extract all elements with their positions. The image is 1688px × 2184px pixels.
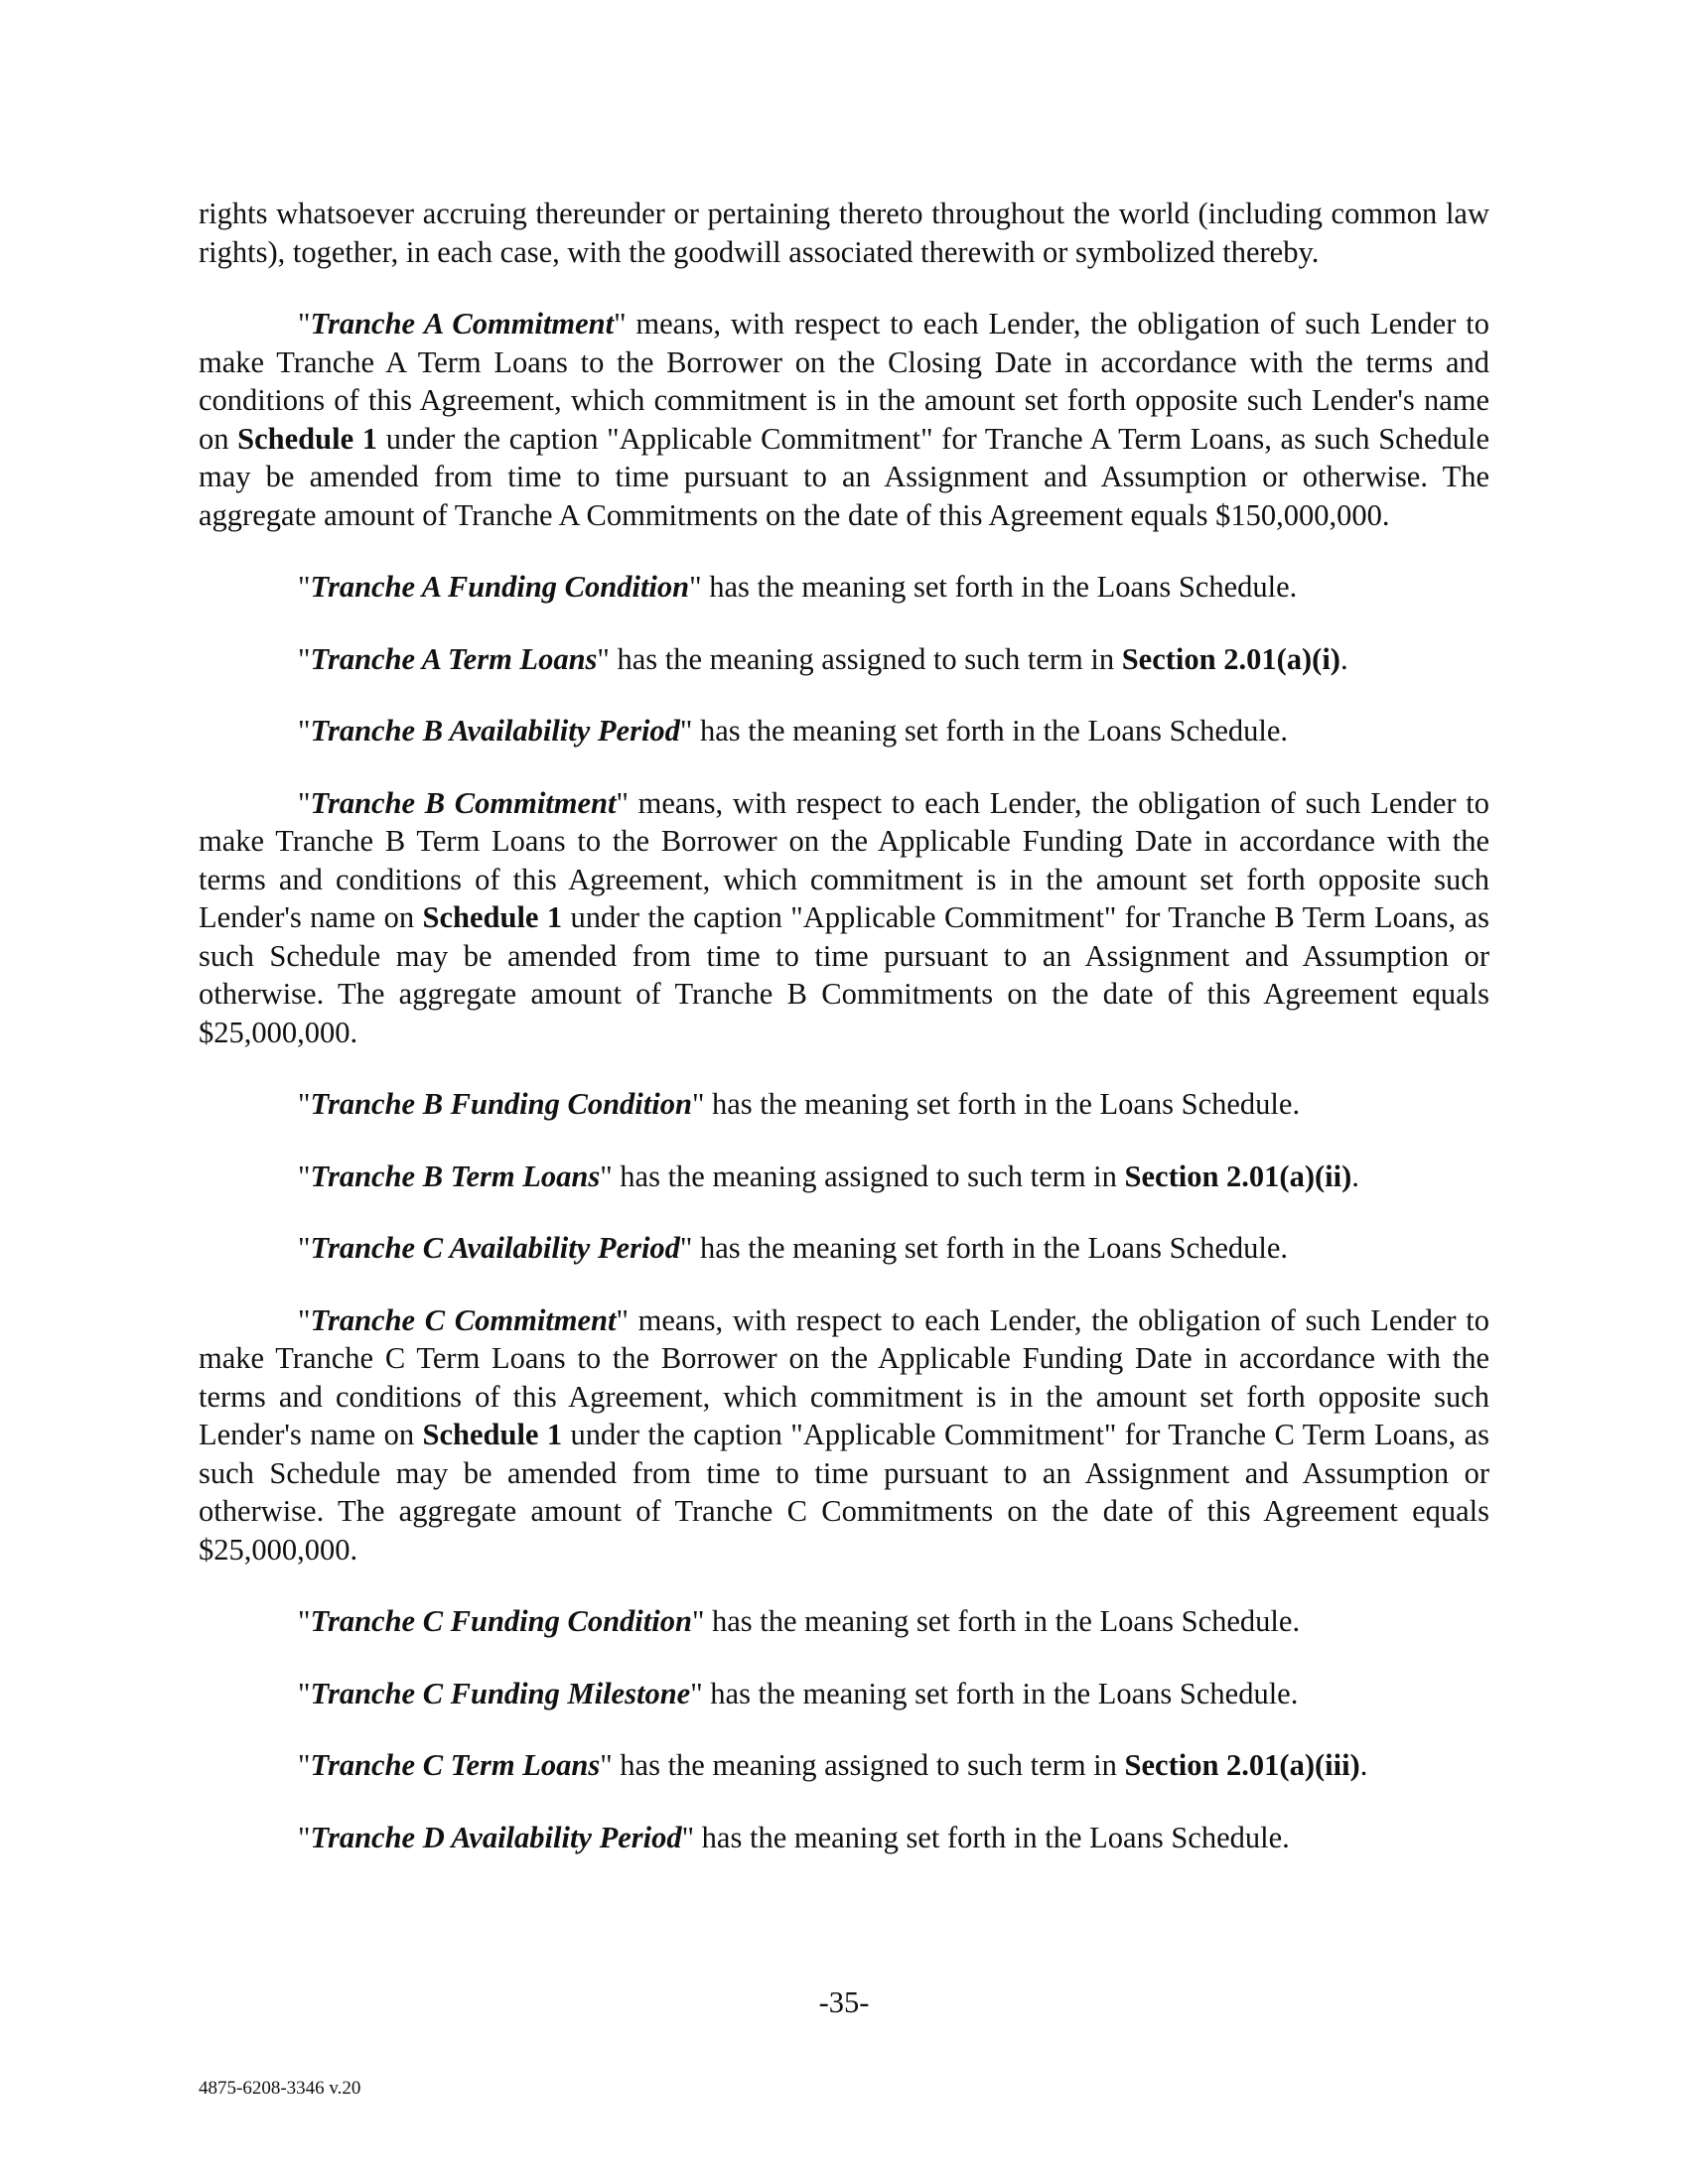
definition-paragraph (199, 1602, 1489, 1641)
defined-term: Tranche D Availability Period (310, 1820, 682, 1854)
paragraph-text: " (298, 1676, 311, 1710)
document-id: 4875-6208-3346 v.20 (199, 2078, 361, 2099)
definition-paragraph (199, 568, 1489, 607)
defined-term: Tranche A Term Loans (310, 641, 598, 676)
paragraph-text: " (298, 1748, 311, 1782)
defined-term: Tranche B Term Loans (310, 1159, 601, 1193)
paragraph-text: " has the meaning assigned to such term in (600, 1748, 1125, 1782)
paragraph-text: " has the meaning set forth in the Loans Schedule. (691, 1604, 1301, 1638)
paragraph-text: " (298, 1302, 311, 1337)
defined-term: Tranche C Funding Condition (310, 1604, 692, 1638)
definition-paragraph (199, 1675, 1489, 1713)
defined-term: Tranche A Funding Condition (310, 570, 690, 604)
defined-term: Tranche B Commitment (310, 785, 617, 820)
paragraph-text: . (1351, 1159, 1359, 1193)
defined-term: Tranche C Funding Milestone (310, 1676, 691, 1710)
cross-reference: Section 2.01(a)(i) (1121, 641, 1340, 676)
definition-paragraph (199, 712, 1489, 751)
definition-paragraph (199, 305, 1489, 534)
defined-term: Tranche C Term Loans (310, 1748, 601, 1782)
paragraph-text: under the caption "Applicable Commitment" for Tranche B Term Loans, as such Schedule may be amended from time to time pursuant to an Assignment and Assumption or otherwise. The aggregate amount of Tranche B Commitments on the date of this Agreement equals $25,000,000. (199, 900, 1489, 1049)
definition-paragraph (199, 1158, 1489, 1196)
definition-paragraph (199, 640, 1489, 679)
paragraph-text: " has the meaning set forth in the Loans Schedule. (681, 1820, 1290, 1854)
paragraph-text: " has the meaning set forth in the Loans Schedule. (689, 570, 1298, 604)
paragraph-text: under the caption "Applicable Commitment" for Tranche C Term Loans, as such Schedule may be amended from time to time pursuant to an Assignment and Assumption or otherwise. The aggregate amount of Tranche C Commitments on the date of this Agreement equals $25,000,000. (199, 1418, 1489, 1567)
definition-paragraph (199, 1301, 1489, 1570)
paragraph-text: . (1359, 1748, 1368, 1782)
paragraph-text: " (298, 570, 311, 604)
paragraph-text: " (298, 1159, 311, 1193)
definition-paragraph (199, 784, 1489, 1052)
paragraph-text: " means, with respect to each Lender, the obligation of such Lender to make Tranche A Term Loans to the Borrower on the Closing Date in accordance with the terms and conditions of this Agreement, which commitment is in the amount set forth opposite such Lender's name on (199, 307, 1489, 456)
paragraph-text: " means, with respect to each Lender, the obligation of such Lender to make Tranche C Term Loans to the Borrower on the Applicable Funding Date in accordance with the terms and conditions of this Agreement, which commitment is in the amount set forth opposite such Lender's name on (199, 1302, 1489, 1451)
document-body (199, 195, 1489, 1890)
defined-term: Tranche C Availability Period (310, 1231, 680, 1265)
page-number: -35- (818, 1985, 870, 2019)
paragraph-text: " (298, 641, 311, 676)
cross-reference: Schedule 1 (422, 900, 563, 934)
paragraph-text: " has the meaning set forth in the Loans Schedule. (690, 1676, 1299, 1710)
paragraph-text: " has the meaning assigned to such term in (597, 641, 1122, 676)
paragraph-text: " (298, 714, 311, 748)
continued-paragraph (199, 195, 1489, 271)
paragraph-text: rights whatsoever accruing thereunder or pertaining thereto throughout the world (including common law rights), together, in each case, with the goodwill associated therewith or symbolized thereby. (199, 197, 1489, 269)
defined-term: Tranche A Commitment (310, 307, 615, 341)
paragraph-text: " (298, 1231, 311, 1265)
definition-paragraph (199, 1746, 1489, 1785)
definition-paragraph (199, 1085, 1489, 1124)
paragraph-text: under the caption "Applicable Commitment" for Tranche A Term Loans, as such Schedule may be amended from time to time pursuant to an Assignment and Assumption or otherwise. The aggregate amount of Tranche A Commitments on the date of this Agreement equals $150,000,000. (199, 421, 1490, 532)
cross-reference: Schedule 1 (422, 1418, 563, 1451)
definition-paragraph (199, 1819, 1489, 1857)
paragraph-text: " has the meaning assigned to such term in (600, 1159, 1125, 1193)
paragraph-text: " (298, 307, 311, 341)
cross-reference: Section 2.01(a)(ii) (1124, 1159, 1352, 1193)
paragraph-text: " has the meaning set forth in the Loans Schedule. (691, 1087, 1301, 1121)
paragraph-text: " means, with respect to each Lender, the obligation of such Lender to make Tranche B Term Loans to the Borrower on the Applicable Funding Date in accordance with the terms and conditions of this Agreement, which commitment is in the amount set forth opposite such Lender's name on (199, 785, 1489, 934)
definition-paragraph (199, 1229, 1489, 1268)
paragraph-text: " (298, 1604, 311, 1638)
defined-term: Tranche B Availability Period (310, 714, 680, 748)
paragraph-text: " (298, 785, 311, 820)
paragraph-text: . (1339, 641, 1348, 676)
paragraph-text: " has the meaning set forth in the Loans Schedule. (679, 1231, 1289, 1265)
cross-reference: Section 2.01(a)(iii) (1124, 1748, 1360, 1782)
paragraph-text: " (298, 1087, 311, 1121)
paragraph-text: " has the meaning set forth in the Loans Schedule. (679, 714, 1289, 748)
paragraph-text: " (298, 1820, 311, 1854)
defined-term: Tranche C Commitment (310, 1302, 617, 1337)
defined-term: Tranche B Funding Condition (310, 1087, 692, 1121)
cross-reference: Schedule 1 (237, 421, 378, 456)
